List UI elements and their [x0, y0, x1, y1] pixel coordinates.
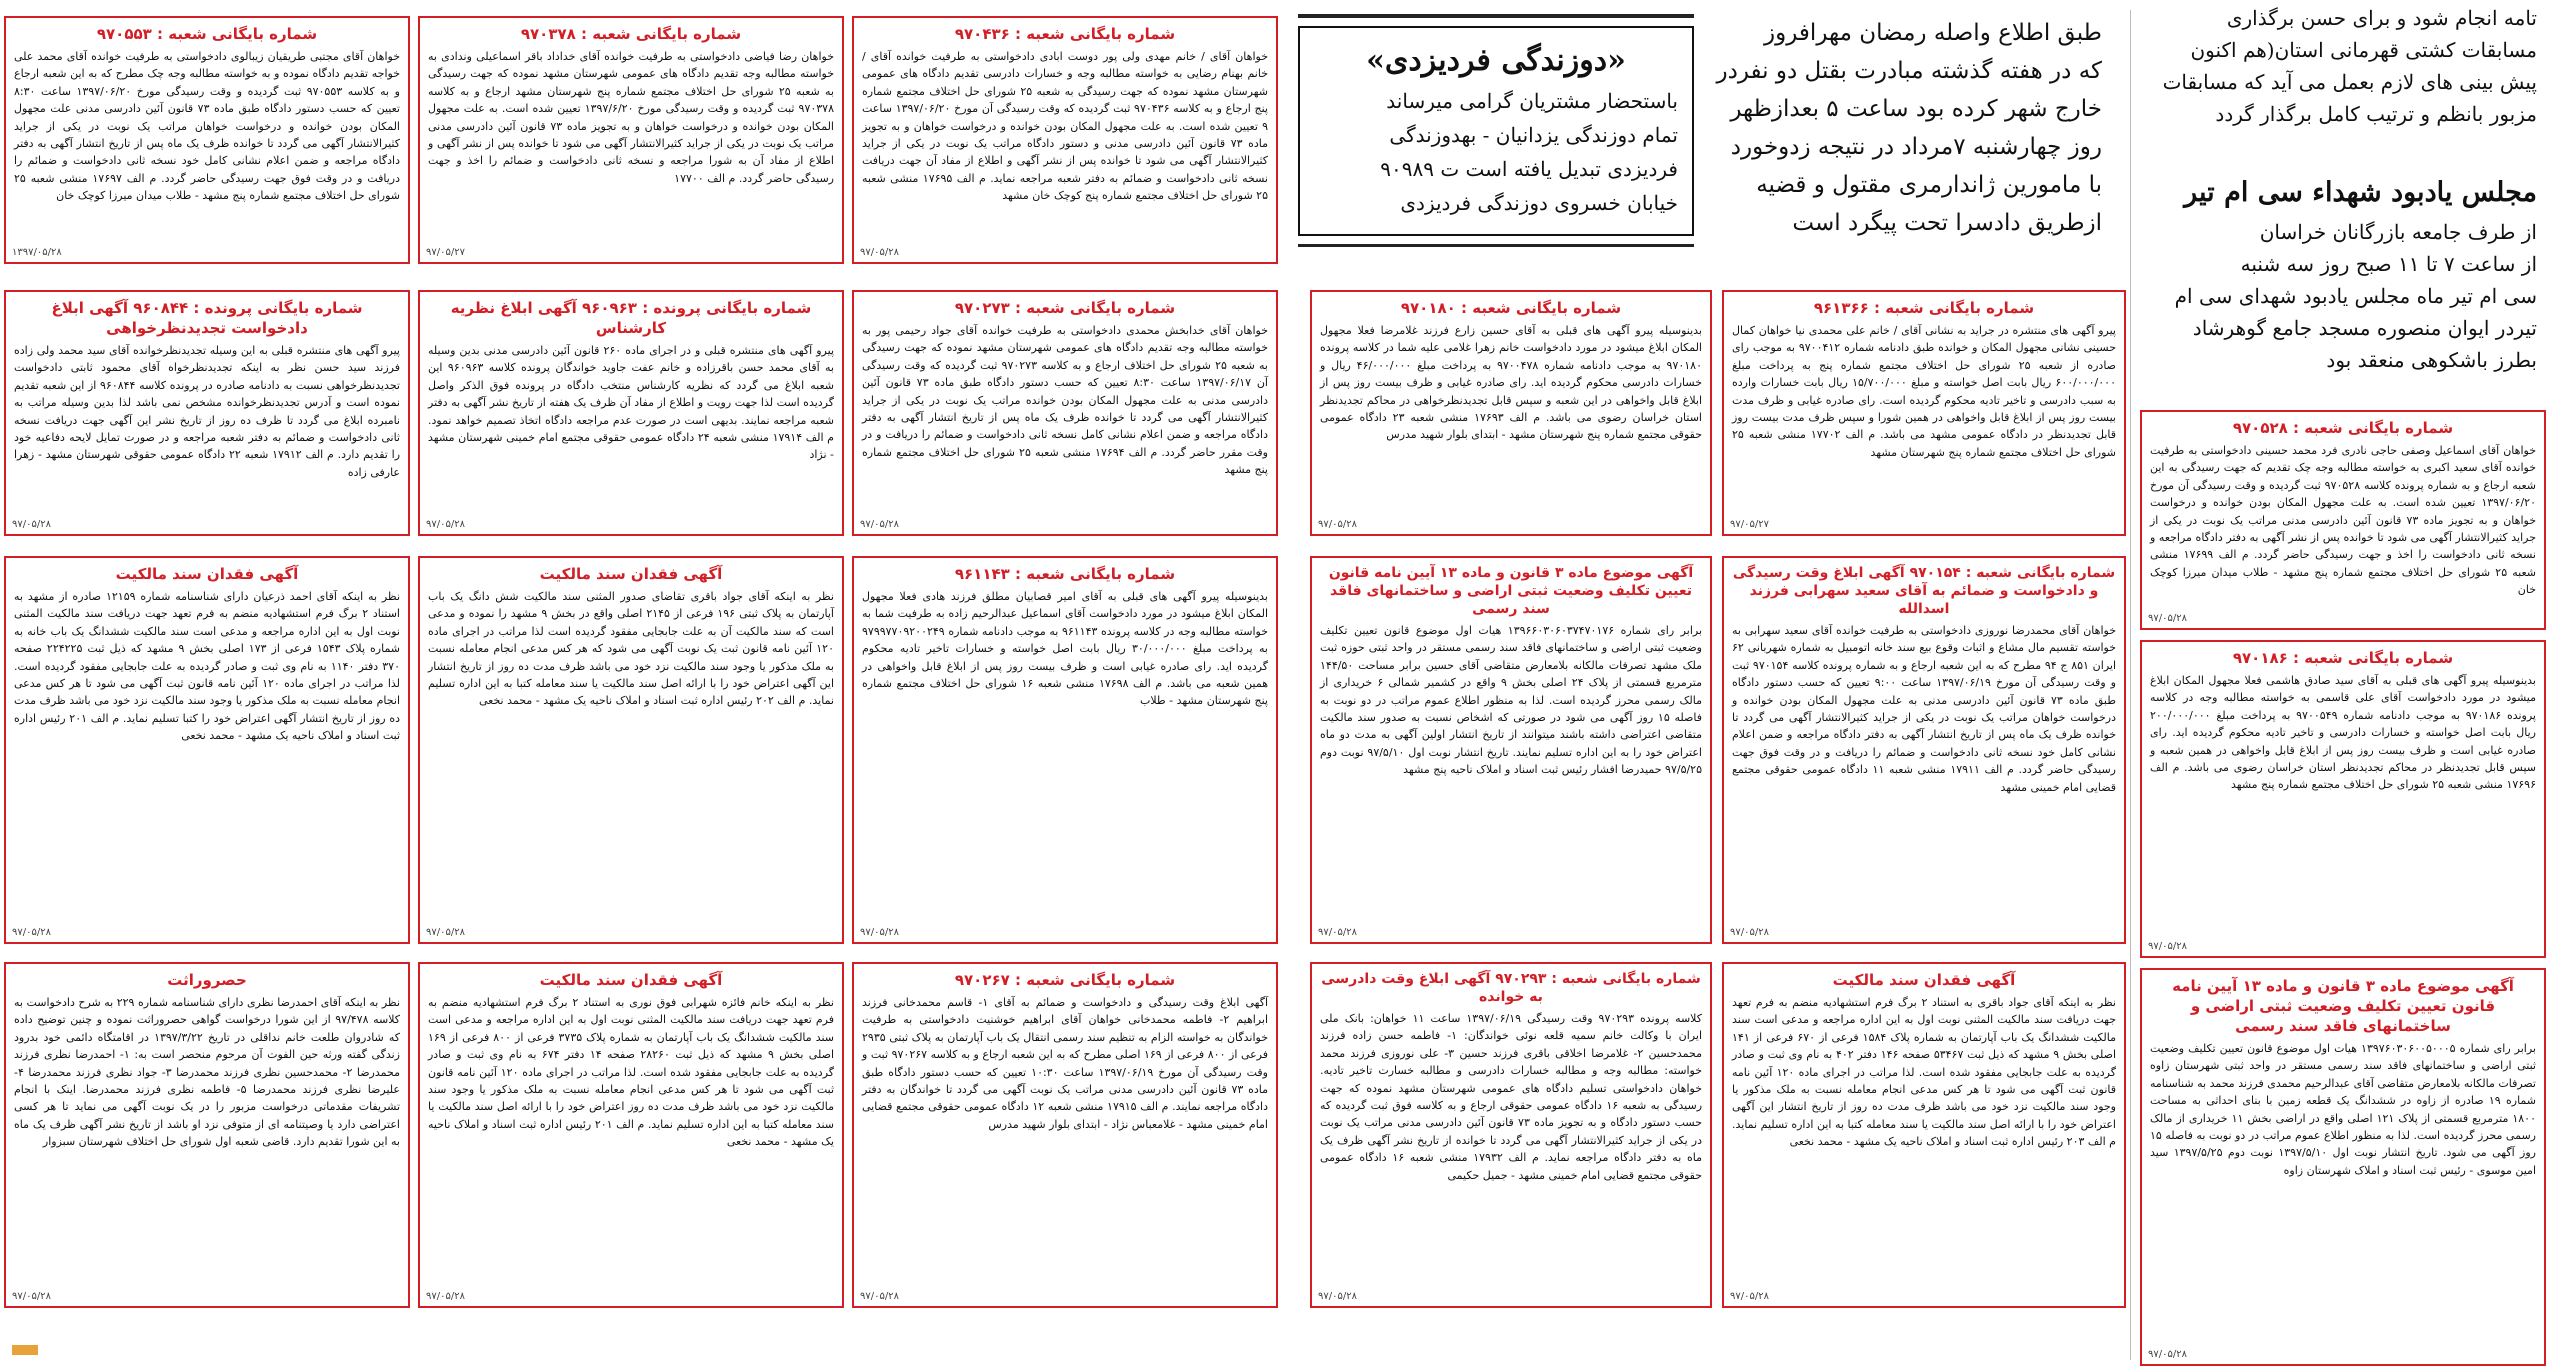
notice-body: بدینوسیله پیرو آگهی های قبلی به آقای امیر قصابیان مطلق فرزند هادی فعلا مجهول المکان ابلاغ میشود در مورد دادخواست آقای اسماعیل عبدالرحیم زاده به طرفیت شما به خواسته مطالبه وجه در کلاسه پرونده ۹۶۱۱۴۳ به موجب دادنامه شماره ۹۷۹۹۷۷۰۹۲۰۰۲۴۹ به پرداخت مبلغ ۳۰/۰۰۰/۰۰۰ ریال بابت اصل خواسته و خسارات تاخیر تادیه محکوم گردیده اید. رای صادره غیابی است و ظرف بیست روز پس از ابلاغ قابل واخواهی در همین شعبه می باشد. م الف ۱۷۶۹۸ منشی شعبه ۱۶ شورای حل اختلاف مجتمع شماره پنج شهرستان مشهد - طلاب	[862, 590, 1268, 708]
notice-title: شماره بایگانی پرونده : ۹۶۰۸۴۴ آگهی ابلاغ دادخواست تجدیدنظرخواهی	[51, 299, 363, 337]
clipping-line: سی ام تیر ماه مجلس یادبود شهدای سی ام	[2174, 284, 2537, 308]
legal-notice	[418, 290, 844, 536]
legal-notice	[1310, 962, 1712, 1308]
legal-notice	[418, 962, 844, 1308]
legal-notice	[4, 962, 410, 1308]
legal-notice	[1722, 290, 2126, 536]
notice-date: ۹۷/۰۵/۲۸	[860, 927, 899, 938]
legal-notice	[2140, 640, 2546, 958]
notice-body: آگهی ابلاغ وقت رسیدگی و دادخواست و ضمائم به آقای ۱- قاسم محمدخانی فرزند ابراهیم ۲- فاطمه محمدخانی خواهان آقای ابراهیم خوشنیت دادخواستی به طرفیت خواندگان به خواسته الزام به تنظیم سند رسمی انتقال یک باب آپارتمان به پلاک ثبتی ۲۹۳۵ فرعی از ۸۰۰ فرعی از ۱۶۹ اصلی مطرح که به این شعبه ارجاع و به کلاسه ۹۷۰۲۶۷ ثبت و وقت رسیدگی آن مورخ ۱۳۹۷/۰۶/۱۹ ساعت ۱۰:۳۰ تعیین که حسب دستور دادگاه طبق ماده ۷۳ قانون آئین دادرسی مدنی مراتب یک نوبت آگهی می گردد تا خواندگان به دفتر دادگاه مراجعه نمایند. م الف ۱۷۹۱۵ منشی شعبه ۱۲ دادگاه عمومی حقوقی مجتمع قضایی امام خمینی مشهد - غلامعباس نژاد - ابتدای بلوار شهید مدرس	[862, 996, 1269, 1131]
notice-body: پیرو آگهی های منتشره قبلی به این وسیله تجدیدنظرخوانده آقای سید محمد ولی زاده فرزند سید حسن نظر به اینکه تجدیدنظرخواه آقای محمود ثابتی دادخواست تجدیدنظرخواهی نسبت به دادنامه صادره در پرونده کلاسه ۹۶۰۸۴۴ از این شعبه تقدیم نموده است و آدرس تجدیدنظرخوانده مشخص نمی باشد لذا بدین وسیله مراتب به نامبرده ابلاغ می گردد تا ظرف ده روز از تاریخ نشر این آگهی جهت دریافت نسخه ثانی دادخواست و ضمائم به دفتر شعبه مراجعه و در صورت تمایل لایحه دفاعیه خود را تقدیم دارد. م الف ۱۷۹۱۲ شعبه ۲۲ دادگاه عمومی حقوقی شهرستان مشهد - زهرا عارفی زاده	[14, 344, 401, 479]
legal-notice	[1722, 962, 2126, 1308]
notice-title: آگهی فقدان سند مالکیت	[115, 565, 299, 583]
notice-title: شماره بایگانی شعبه : ۹۷۰۲۹۳ آگهی ابلاغ وقت دادرسی به خوانده	[1321, 971, 1701, 1005]
notice-date: ۹۷/۰۵/۲۸	[860, 1291, 899, 1302]
notice-body: نظر به اینکه آقای احمد ذرعیان دارای شناسنامه شماره ۱۲۱۵۹ صادره از مشهد به استناد ۲ برگ فرم استشهادیه منضم به فرم تعهد جهت دریافت سند مالکیت المثنی نوبت اول به این اداره مراجعه و مدعی است سند مالکیت ششدانگ یک باب خانه به شماره پلاک ۱۵۴۳ فرعی از ۱۷۳ اصلی بخش ۹ مشهد که ذیل ثبت ۲۲۴۲۲۵ صفحه ۳۷۰ دفتر ۱۱۴۰ به نام وی ثبت و صادر گردیده به علت جابجایی مفقود گردیده است. لذا مراتب در اجرای ماده ۱۲۰ آئین نامه قانون ثبت آگهی می شود تا هر کس مدعی انجام معامله نسبت به ملک مذکور یا وجود سند مالکیت نزد خود می باشد ظرف مدت ده روز از تاریخ انتشار آگهی اعتراض خود را کتبا تسلیم نماید. م الف ۲۰۱ رئیس اداره ثبت اسناد و املاک ناحیه یک مشهد - محمد نخعی	[14, 590, 401, 743]
notice-title: آگهی فقدان سند مالکیت	[1832, 971, 2016, 989]
notice-date: ۹۷/۰۵/۲۸	[12, 519, 51, 530]
notice-title: شماره بایگانی شعبه : ۹۷۰۱۸۶	[2232, 649, 2454, 667]
notice-title: شماره بایگانی شعبه : ۹۷۰۱۵۴ آگهی ابلاغ وقت رسیدگی و دادخواست و ضمائم به آقای سعید سهرابی فرزند اسدالله	[1732, 565, 2116, 617]
notice-title: آگهی موضوع ماده ۳ قانون و ماده ۱۳ آیین نامه قانون تعیین تکلیف وضعیت ثبتی اراضی و ساختمانهای فاقد سند رسمی	[2172, 977, 2514, 1035]
notice-body: نظر به اینکه خانم فائزه شهرابی فوق نوری به استناد ۲ برگ فرم استشهادیه منضم به فرم تعهد جهت دریافت سند مالکیت المثنی نوبت اول به این اداره مراجعه و مدعی است سند مالکیت ششدانگ یک باب آپارتمان به شماره پلاک ۳۷۳۵ فرعی از ۸۰۰ فرعی از ۱۶۹ اصلی بخش ۹ مشهد که ذیل ثبت ۲۸۲۶۰ صفحه ۱۴ دفتر ۶۷۴ به نام وی ثبت و صادر گردیده به علت جابجایی مفقود شده است. لذا مراتب در اجرای ماده ۱۲۰ آئین نامه قانون ثبت آگهی می شود تا هر کس مدعی انجام معامله نسبت به ملک مذکور یا وجود سند مالکیت نزد خود می باشد ظرف مدت ده روز اعتراض خود را با ارائه اصل سند مالکیت یا سند معامله کتبا به این اداره تسلیم نماید. م الف ۲۰۱ رئیس اداره ثبت اسناد و املاک ناحیه یک مشهد - محمد نخعی	[428, 996, 835, 1149]
notice-title: شماره بایگانی شعبه : ۹۷۰۴۳۶	[954, 25, 1176, 43]
clipping-line: ازطریق دادسرا تحت پیگرد است	[1792, 210, 2102, 236]
notice-title: شماره بایگانی شعبه : ۹۷۰۲۶۷	[954, 971, 1176, 989]
notice-title: شماره بایگانی شعبه : ۹۷۰۵۲۸	[2232, 419, 2454, 437]
clipping-rule	[1298, 244, 1694, 247]
notice-body: خواهان آقای خدابخش محمدی دادخواستی به طرفیت خوانده آقای جواد رحیمی پور به خواسته مطالبه وجه تقدیم دادگاه های عمومی شهرستان مشهد نموده که جهت رسیدگی به شعبه ۲۵ شورای حل اختلاف ارجاع و به کلاسه ۹۷۰۲۷۳ ثبت گردیده که وقت رسیدگی آن ۱۳۹۷/۰۶/۱۷ ساعت ۸:۳۰ تعیین که حسب دستور دادگاه طبق ماده ۷۳ قانون آئین دادرسی مدنی به علت مجهول المکان بودن خوانده مراتب یک نوبت در یکی از جراید کثیرالانتشار آگهی می گردد تا خوانده ظرف یک ماه پس از تاریخ انتشار آگهی به دفتر دادگاه مراجعه و ضمن اعلام نشانی کامل نسخه ثانی دادخواست و ضمائم را دریافت و در وقت مقرر حاضر گردد. م الف ۱۷۶۹۴ منشی شعبه ۲۵ شورای حل اختلاف مجتمع شماره پنج مشهد	[862, 324, 1268, 477]
clipping-line: مزبور بانظم و ترتیب کامل برگذار گردد	[2215, 102, 2537, 126]
legal-notice	[4, 290, 410, 536]
notice-title: آگهی فقدان سند مالکیت	[539, 971, 723, 989]
clipping-line: خیابان خسروی دوزندگی فردیزدی	[1400, 191, 1678, 215]
legal-notice	[418, 556, 844, 944]
legal-notice	[1310, 556, 1712, 944]
legal-notice	[852, 962, 1278, 1308]
clipping-line: بطرز باشکوهی منعقد بود	[2326, 348, 2537, 372]
notice-body: نظر به اینکه آقای جواد باقری تقاضای صدور المثنی سند مالکیت شش دانگ یک باب آپارتمان به پلاک ثبتی ۱۹۶ فرعی از ۲۱۴۵ اصلی واقع در بخش ۹ مشهد را نموده و مدعی است که سند مالکیت آن به علت جابجایی مفقود گردیده است لذا مراتب در اجرای ماده ۱۲۰ آئین نامه قانون ثبت یک نوبت آگهی می شود که هر کس مدعی انجام معامله نسبت به ملک مذکور یا وجود سند مالکیت نزد خود می باشد ظرف مدت ده روز از تاریخ انتشار این آگهی اعتراض خود را با ارائه اصل سند مالکیت یا سند معامله کتبا به این اداره تسلیم نماید. م الف ۲۰۲ رئیس اداره ثبت اسناد و املاک ناحیه یک مشهد - محمد نخعی	[428, 590, 834, 708]
notice-body: خواهان آقای / خانم مهدی ولی پور دوست ابادی دادخواستی به طرفیت خوانده آقای / خانم بهنام رضایی به خواسته مطالبه وجه و خسارات دادرسی تقدیم دادگاه های عمومی شهرستان مشهد نموده که جهت رسیدگی به شعبه ۲۵ شورای حل اختلاف مجتمع شماره پنج ارجاع و به کلاسه ۹۷۰۴۳۶ ثبت گردیده که وقت رسیدگی آن مورخ ۱۳۹۷/۰۶/۲۰ ساعت ۹ تعیین شده است. به علت مجهول المکان بودن خوانده و درخواست خواهان و به تجویز ماده ۷۳ قانون آئین دادرسی مدنی و دستور دادگاه مراتب یک نوبت در یکی از جراید کثیرالانتشار آگهی می شود تا خوانده پس از نشر آگهی و اطلاع از مفاد آن جهت دریافت نسخه ثانی دادخواست و ضمائم به دفتر شعبه مراجعه نماید. م الف ۱۷۶۹۵ منشی شعبه ۲۵ شورای حل اختلاف مجتمع شماره پنج کوچک خان مشهد	[862, 50, 1269, 203]
notice-body: خواهان آقای مجتبی طریقیان زیبالوی دادخواستی به طرفیت خوانده آقای محمد علی خواجه تقدیم دادگاه نموده و به خواسته مطالبه وجه چک مطرح که به این شعبه ارجاع و به کلاسه ۹۷۰۵۵۳ ثبت گردیده و وقت رسیدگی مورخ ۱۳۹۷/۰۶/۲۰ ساعت ۸:۳۰ تعیین که حسب دستور دادگاه طبق ماده ۷۳ قانون آئین دادرسی مدنی علت مجهول المکان بودن خوانده و درخواست خواهان مراتب یک نوبت در یکی از جراید کثیرالانتشار آگهی می گردد تا خوانده ظرف یک ماه پس از تاریخ انتشار آگهی به دفتر دادگاه مراجعه و ضمن اعلام نشانی کامل خود نسخه ثانی دادخواست و ضمائم را دریافت و در وقت فوق جهت رسیدگی حاضر گردد. م الف ۱۷۶۹۷ منشی شعبه ۲۵ شورای حل اختلاف مجتمع شماره پنج مشهد - طلاب میدان میرزا کوچک خان	[14, 50, 400, 203]
notice-body: کلاسه پرونده ۹۷۰۲۹۳ وقت رسیدگی ۱۳۹۷/۰۶/۱۹ ساعت ۱۱ خواهان: بانک ملی ایران با وکالت خانم سمیه قلعه نوئی خواندگان: ۱- فاطمه حسن زاده فرزند محمدحسین ۲- غلامرضا اخلاقی باقری فرزند حسین ۳- علی نوروزی فرزند محمد خواسته: مطالبه وجه و مطالبه خسارات دادرسی و مطالبه خسارت تاخیر تادیه. خواهان دادخواستی تسلیم دادگاه های عمومی شهرستان مشهد نموده که جهت رسیدگی به شعبه ۱۶ دادگاه عمومی حقوقی ارجاع و به کلاسه فوق ثبت گردیده که حسب دستور دادگاه و به تجویز ماده ۷۳ قانون آئین دادرسی مدنی مراتب یک نوبت در یکی از جراید کثیرالانتشار آگهی می گردد تا خوانده از تاریخ نشر آگهی ظرف یک ماه به دفتر دادگاه مراجعه نماید. م الف ۱۷۹۳۲ منشی شعبه ۱۶ دادگاه عمومی حقوقی مجتمع قضایی امام خمینی مشهد - جمیل حکیمی	[1320, 1012, 1703, 1182]
clipping-line: که در هفته گذشته مبادرت بقتل دو نفردر	[1716, 58, 2102, 84]
clipping-line: تامه انجام شود و برای حسن برگذاری	[2226, 6, 2537, 30]
legal-notice	[4, 16, 410, 264]
notice-title: شماره بایگانی پرونده : ۹۶۰۹۶۳ آگهی ابلاغ نظریه کارشناس	[450, 299, 812, 337]
notice-date: ۹۷/۰۵/۲۸	[1318, 927, 1357, 938]
legal-notice	[852, 290, 1278, 536]
notice-date: ۹۷/۰۵/۲۸	[2148, 941, 2187, 952]
notice-title: شماره بایگانی شعبه : ۹۶۱۳۶۶	[1813, 299, 2035, 317]
notice-date: ۹۷/۰۵/۲۷	[426, 247, 465, 258]
clipping-line: با مامورین ژاندارمری مقتول و قضیه	[1756, 172, 2102, 198]
notice-date: ۱۳۹۷/۰۵/۲۸	[12, 247, 62, 258]
notice-body: نظر به اینکه آقای جواد باقری به استناد ۲ برگ فرم استشهادیه منضم به فرم تعهد جهت دریافت سند مالکیت المثنی نوبت اول به این اداره مراجعه و مدعی است سند مالکیت ششدانگ یک باب آپارتمان به شماره پلاک ۱۵۸۴ فرعی از ۶۷۰ فرعی از ۱۴۱ اصلی بخش ۹ مشهد که ذیل ثبت ۵۳۴۶۷ صفحه ۱۴۶ دفتر ۴۰۲ به نام وی ثبت و صادر گردیده به علت جابجایی مفقود شده است. لذا مراتب در اجرای ماده ۱۲۰ آئین نامه قانون ثبت آگهی می شود تا هر کس مدعی انجام معامله نسبت به ملک مذکور یا وجود سند مالکیت نزد خود می باشد ظرف مدت ده روز از تاریخ انتشار این آگهی اعتراض خود را با ارائه اصل سند مالکیت یا سند معامله کتبا به این اداره تسلیم نماید. م الف ۲۰۳ رئیس اداره ثبت اسناد و املاک ناحیه یک مشهد - محمد نخعی	[1732, 996, 2117, 1149]
notice-title: شماره بایگانی شعبه : ۹۷۰۵۵۳	[96, 25, 318, 43]
notice-date: ۹۷/۰۵/۲۸	[426, 927, 465, 938]
clipping-line: باستحضار مشتریان گرامی میرساند	[1386, 89, 1678, 113]
notice-body: خواهان رضا فیاضی دادخواستی به طرفیت خوانده آقای خداداد باقر اسماعیلی وندادی به خواسته مطالبه وجه تقدیم دادگاه های عمومی شهرستان مشهد نموده که جهت رسیدگی به شعبه ۲۵ شورای حل اختلاف مجتمع شماره پنج شهرستان مشهد ارجاع و به کلاسه ۹۷۰۳۷۸ ثبت گردیده و وقت رسیدگی مورخ ۱۳۹۷/۶/۲۰ تعیین شده است. به علت مجهول المکان بودن خوانده و درخواست خواهان و به تجویز ماده ۷۳ قانون آئین دادرسی مدنی مراتب یک نوبت در یکی از جراید کثیرالانتشار آگهی می شود تا خوانده پس از نشر آگهی و اطلاع از مفاد آن به شورا مراجعه و نسخه ثانی دادخواست و ضمائم را اخذ و جهت رسیدگی حاضر گردد. م الف ۱۷۷۰۰	[428, 50, 834, 185]
clipping-line: از طرف جامعه بازرگانان خراسان	[2259, 220, 2537, 244]
legal-notice	[2140, 968, 2546, 1366]
notice-title: آگهی فقدان سند مالکیت	[539, 565, 723, 583]
clipping-line: پیش بینی های لازم بعمل می آید که مسابقات	[2162, 70, 2537, 94]
notice-title: شماره بایگانی شعبه : ۹۷۰۳۷۸	[520, 25, 742, 43]
notice-date: ۹۷/۰۵/۲۸	[2148, 1349, 2187, 1360]
notice-body: خواهان آقای محمدرضا نوروزی دادخواستی به طرفیت خوانده آقای سعید سهرابی به خواسته تقسیم مال مشاع و اثبات وقوع بیع سند خانه اتومبیل به شماره شهربانی ۶۲ ایران ۸۵۱ ج ۹۴ مطرح که به این شعبه ارجاع و به شماره پرونده کلاسه ۹۷۰۱۵۴ ثبت و وقت رسیدگی آن مورخ ۱۳۹۷/۰۶/۱۹ ساعت ۹:۰۰ تعیین که حسب دستور دادگاه طبق ماده ۷۳ قانون آئین دادرسی مدنی به علت مجهول المکان بودن خوانده و درخواست خواهان مراتب یک نوبت در یکی از جراید کثیرالانتشار آگهی می گردد تا خوانده ظرف یک ماه پس از تاریخ انتشار آگهی به دفتر دادگاه مراجعه و ضمن اعلام نشانی کامل خود نسخه ثانی دادخواست و ضمائم را دریافت و در وقت فوق جهت رسیدگی حاضر گردد. م الف ۱۷۹۱۱ منشی شعبه ۱۱ دادگاه عمومی حقوقی مجتمع قضایی امام خمینی مشهد	[1732, 624, 2117, 794]
notice-date: ۹۷/۰۵/۲۸	[12, 927, 51, 938]
clipping-memorial-notice	[2140, 0, 2545, 400]
notice-date: ۹۷/۰۵/۲۸	[1318, 1291, 1357, 1302]
column-divider	[2130, 10, 2131, 1360]
clipping-line: طبق اطلاع واصله رمضان مهرافروز	[1764, 20, 2102, 46]
notice-body: برابر رای شماره ۱۳۹۷۶۰۳۰۶۰۰۵۰۰۰۵ هیات اول موضوع قانون تعیین تکلیف وضعیت ثبتی اراضی و ساختمانهای فاقد سند رسمی مستقر در واحد ثبتی شهرستان زاوه تصرفات مالکانه بلامعارض متقاضی آقای عبدالرحیم محمدی فرزند محمد به شناسنامه شماره ۱۹ صادره از زاوه در ششدانگ یک قطعه زمین با بنای احداثی به مساحت ۱۸۰۰ مترمربع قسمتی از پلاک ۱۲۱ اصلی واقع در اراضی بخش ۱۱ خریداری از مالک رسمی محرز گردیده است. لذا به منظور اطلاع عموم مراتب در دو نوبت به فاصله ۱۵ روز آگهی می شود. تاریخ انتشار نوبت اول ۱۳۹۷/۵/۱۰ نوبت دوم ۱۳۹۷/۵/۲۵ سید امین موسوی - رئیس ثبت اسناد و املاک شهرستان زاوه	[2150, 1042, 2537, 1177]
clipping-rule	[1298, 14, 1694, 18]
clipping-line: فردیزدی تبدیل یافته است ت ۹۰۹۸۹	[1380, 157, 1678, 181]
legal-notice	[852, 556, 1278, 944]
notice-body: بدینوسیله پیرو آگهی های قبلی به آقای سید صادق هاشمی فعلا مجهول المکان ابلاغ میشود در مورد دادخواست آقای علی قاسمی به خواسته مطالبه وجه در کلاسه پرونده ۹۷۰۱۸۶ به موجب دادنامه شماره ۹۷۰۰۵۴۹ به پرداخت مبلغ ۲۰۰/۰۰۰/۰۰۰ ریال بابت اصل خواسته و خسارات دادرسی و تاخیر تادیه محکوم گردیده اید. رای صادره غیابی است و ظرف بیست روز پس از ابلاغ قابل واخواهی در همین شعبه و سپس قابل تجدیدنظر در محاکم تجدیدنظر استان خراسان رضوی می باشد. م الف ۱۷۶۹۶ منشی شعبه ۲۵ شورای حل اختلاف مجتمع شماره پنج مشهد	[2150, 674, 2536, 792]
notice-date: ۹۷/۰۵/۲۸	[860, 519, 899, 530]
notice-body: پیرو آگهی های منتشره قبلی و در اجرای ماده ۲۶۰ قانون آئین دادرسی مدنی بدین وسیله به آقای محمد حسن باقرزاده و خانم عفت جاوید خواندگان پرونده کلاسه ۹۶۰۹۶۳ این شعبه ابلاغ می گردد که نظریه کارشناس منتخب دادگاه در پرونده فوق الذکر واصل گردیده است لذا جهت رویت و اطلاع از مفاد آن ظرف یک هفته از تاریخ نشر آگهی به دفتر شعبه مراجعه نمایند. بدیهی است در صورت عدم مراجعه دادگاه اتخاذ تصمیم خواهد نمود. م الف ۱۷۹۱۴ منشی شعبه ۲۴ دادگاه عمومی حقوقی مجتمع امام خمینی شهرستان مشهد - نژاد	[428, 344, 835, 462]
notice-title: شماره بایگانی شعبه : ۹۶۱۱۴۳	[954, 565, 1176, 583]
notice-date: ۹۷/۰۵/۲۸	[426, 519, 465, 530]
notice-body: بدینوسیله پیرو آگهی های قبلی به آقای حسین زارع فرزند غلامرضا فعلا مجهول المکان ابلاغ میشود در مورد دادخواست خانم زهرا غلامی علیه شما در کلاسه پرونده ۹۷۰۱۸۰ به موجب دادنامه شماره ۹۷۰۰۴۷۸ به پرداخت مبلغ ۴۶/۰۰۰/۰۰۰ ریال و خسارات دادرسی محکوم گردیده اید. رای صادره غیابی و ظرف بیست روز پس از ابلاغ قابل واخواهی در این شعبه و سپس قابل تجدیدنظرخواهی در محاکم تجدیدنظر استان خراسان رضوی می باشد. م الف ۱۷۶۹۳ منشی شعبه ۲۳ دادگاه عمومی حقوقی مجتمع شماره پنج شهرستان مشهد - ابتدای بلوار شهید مدرس	[1320, 324, 1702, 442]
notice-date: ۹۷/۰۵/۲۸	[12, 1291, 51, 1302]
legal-notice	[1310, 290, 1712, 536]
legal-notice	[418, 16, 844, 264]
clipping-line: مسابقات کشتی قهرمانی استان(هم اکنون	[2190, 38, 2537, 62]
notice-title: آگهی موضوع ماده ۳ قانون و ماده ۱۳ آیین نامه قانون تعیین تکلیف وضعیت ثبتی اراضی و ساختمانهای فاقد سند رسمی	[1328, 565, 1694, 617]
notice-date: ۹۷/۰۵/۲۸	[2148, 613, 2187, 624]
clipping-line: تیردر ایوان منصوره مسجد جامع گوهرشاد	[2192, 316, 2537, 340]
clipping-heading: مجلس یادبود شهداء سی ام تیر	[2184, 177, 2537, 208]
notice-date: ۹۷/۰۵/۲۸	[1730, 927, 1769, 938]
notice-date: ۹۷/۰۵/۲۸	[1730, 1291, 1769, 1302]
notice-title: حصروراثت	[167, 971, 247, 989]
page-corner-marker	[12, 1345, 38, 1355]
notice-date: ۹۷/۰۵/۲۸	[860, 247, 899, 258]
notice-title: شماره بایگانی شعبه : ۹۷۰۲۷۳	[954, 299, 1176, 317]
clipping-gratitude-card	[1298, 26, 1694, 236]
legal-notice	[2140, 410, 2546, 630]
legal-notice	[4, 556, 410, 944]
clipping-line: تمام دوزندگی یزدانیان - بهدوزندگی	[1389, 123, 1678, 147]
notice-body: پیرو آگهی های منتشره در جراید به نشانی آقای / خانم علی محمدی نیا خواهان کمال حسینی نشانی مجهول المکان و خوانده طبق دادنامه شماره ۹۷۰۰۴۱۲ به موجب رای صادره از شعبه ۲۵ شورای حل اختلاف مجتمع شماره پنج به پرداخت مبلغ ۶۰۰/۰۰۰/۰۰۰ ریال بابت اصل خواسته و مبلغ ۱۵/۷۰۰/۰۰۰ ریال بابت خسارات وارده به سبب دادرسی و تاخیر تادیه محکوم گردیده است. رای صادره غیابی و ظرف مدت بیست روز پس از ابلاغ قابل واخواهی در همین شورا و سپس ظرف مدت بیست روز قابل تجدیدنظر در دادگاه عمومی مشهد می باشد. م الف ۱۷۷۰۲ منشی شعبه ۲۵ شورای حل اختلاف مجتمع شماره پنج شهرستان مشهد	[1732, 324, 2117, 459]
legal-notice	[852, 16, 1278, 264]
notice-date: ۹۷/۰۵/۲۸	[1318, 519, 1357, 530]
clipping-line: روز چهارشنبه ۷مرداد در نتیجه زدوخورد	[1730, 134, 2102, 160]
notice-body: خواهان آقای اسماعیل وصفی حاجی نادری فرد محمد حسینی دادخواستی به طرفیت خوانده آقای سعید اکبری به خواسته مطالبه وجه چک تقدیم که جهت رسیدگی به این شعبه ارجاع و به شماره پرونده کلاسه ۹۷۰۵۲۸ ثبت گردیده و وقت رسیدگی آن مورخ ۱۳۹۷/۰۶/۲۰ تعیین شده است. به علت مجهول المکان بودن خوانده و درخواست خواهان و به تجویز ماده ۷۳ قانون آئین دادرسی مدنی مراتب یک نوبت در یکی از جراید کثیرالانتشار آگهی می شود تا خوانده پس از نشر آگهی به دفتر دادگاه مراجعه و نسخه ثانی دادخواست را اخذ و جهت رسیدگی حاضر گردد. م الف ۱۷۶۹۹ منشی شعبه ۲۵ شورای حل اختلاف مجتمع شماره پنج مشهد - طلاب میدان میرزا کوچک خان	[2150, 444, 2536, 597]
clipping-line: خارج شهر کرده بود ساعت ۵ بعدازظهر	[1730, 96, 2102, 122]
clipping-news-item	[1712, 10, 2112, 248]
notice-date: ۹۷/۰۵/۲۸	[426, 1291, 465, 1302]
clipping-line: از ساعت ۷ تا ۱۱ صبح روز سه شنبه	[2240, 252, 2537, 276]
legal-notice	[1722, 556, 2126, 944]
notice-body: برابر رای شماره ۱۳۹۶۶۰۳۰۶۰۳۷۴۷۰۱۷۶ هیات اول موضوع قانون تعیین تکلیف وضعیت ثبتی اراضی و ساختمانهای فاقد سند رسمی مستقر در واحد ثبتی حوزه ثبت ملک مشهد تصرفات مالکانه بلامعارض متقاضی آقای حسین برابر مساحت ۱۴۴/۵۰ مترمربع قسمتی از پلاک ۲۴ اصلی بخش ۹ واقع در کشمیر شمالی ۶ خریداری از مالک رسمی محرز گردیده است. لذا به منظور اطلاع عموم مراتب در دو نوبت به فاصله ۱۵ روز آگهی می شود در صورتی که اشخاص نسبت به صدور سند مالکیت متقاضی اعتراضی داشته باشند میتوانند از تاریخ انتشار اولین آگهی به مدت دو ماه اعتراض خود را به این اداره تسلیم نمایند. تاریخ انتشار نوبت اول ۹۷/۵/۱۰ نوبت دوم ۹۷/۵/۲۵ حمیدرضا افشار رئیس ثبت اسناد و املاک ناحیه پنج مشهد	[1320, 624, 1703, 777]
clipping-heading: «دوزندگی فردیزدی»	[1366, 43, 1626, 78]
notice-title: شماره بایگانی شعبه : ۹۷۰۱۸۰	[1400, 299, 1622, 317]
notice-body: نظر به اینکه آقای احمدرضا نظری دارای شناسنامه شماره ۲۲۹ به شرح دادخواست به کلاسه ۹۷/۴۷۸ از این شورا درخواست گواهی حصروراثت نموده و چنین توضیح داده که شادروان طلعت خانم نداقلی در تاریخ ۱۳۹۷/۳/۲۲ در اقامتگاه دائمی خود بدرود زندگی گفته ورثه حین الفوت آن مرحوم منحصر است به: ۱- احمدرضا نظری فرزند محمدرضا ۲- محمدحسین نظری فرزند محمدرضا ۳- جواد نظری فرزند محمدرضا ۴- علیرضا نظری فرزند محمدرضا ۵- فاطمه نظری فرزند محمدرضا. اینک با انجام تشریفات مقدماتی درخواست مزبور را در یک نوبت آگهی می نماید تا هر کسی اعتراضی دارد یا وصیتنامه ای از متوفی نزد او باشد از تاریخ نشر آگهی ظرف یک ماه به این شورا تقدیم دارد. قاضی شعبه اول شورای حل اختلاف شهرستان سبزوار	[14, 996, 401, 1149]
notice-date: ۹۷/۰۵/۲۷	[1730, 519, 1769, 530]
